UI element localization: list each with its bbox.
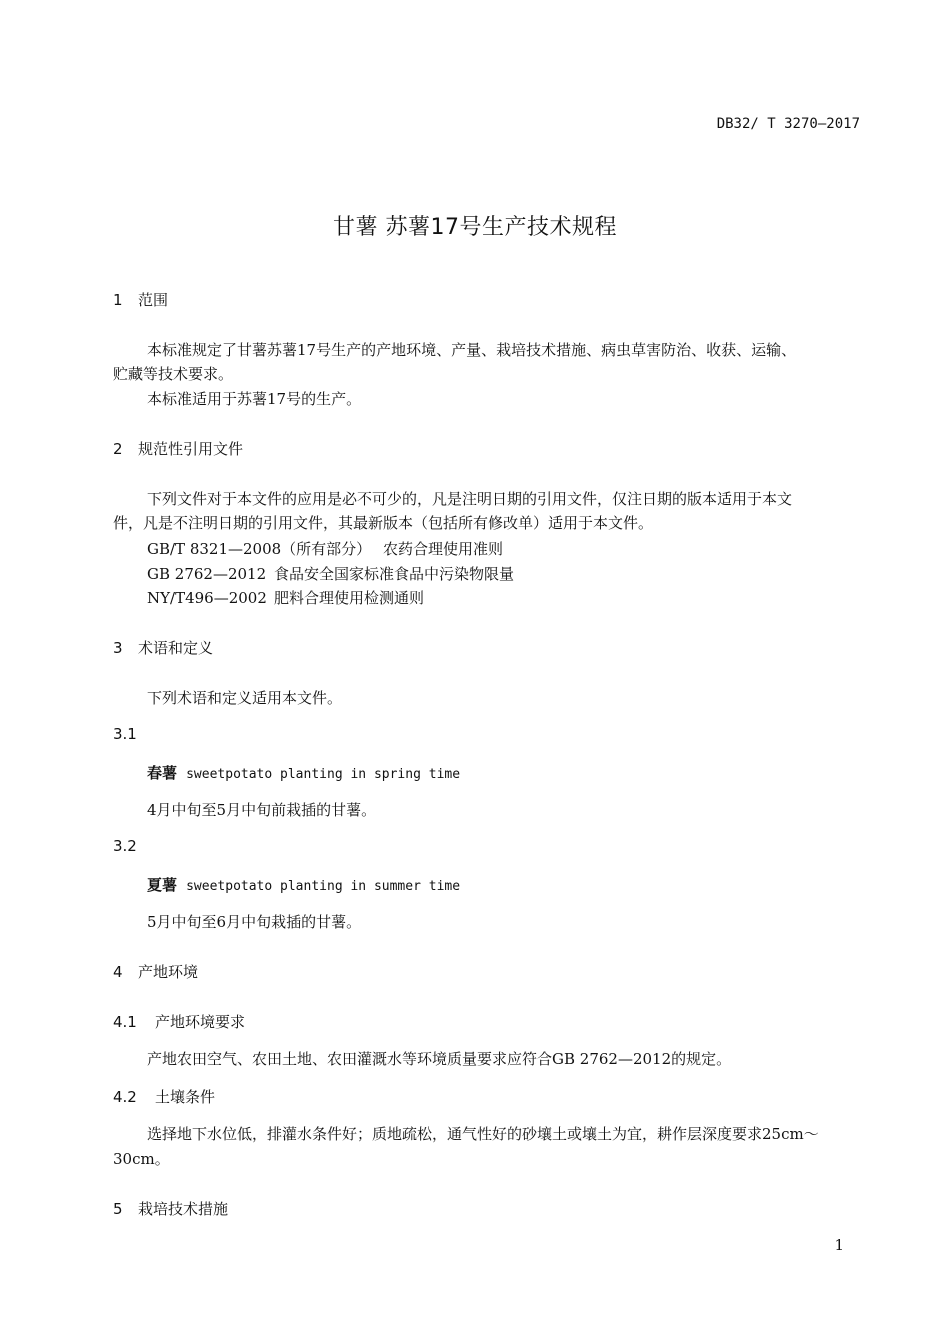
reference-title: 肥料合理使用检测通则: [274, 589, 425, 607]
section-1-para-2: 本标准适用于苏薯17号的生产。: [147, 390, 362, 408]
section-5-heading: [113, 1198, 228, 1219]
section-4-2-title: 土壤条件: [155, 1088, 216, 1106]
term-3-1-number: 3.1: [113, 725, 137, 743]
section-3-heading: [113, 637, 213, 658]
section-3-number: 3: [113, 639, 123, 657]
reference-item: [147, 538, 503, 559]
page-number: 1: [834, 1236, 844, 1254]
section-4-1-heading: [113, 1011, 245, 1032]
section-3-title: 术语和定义: [138, 639, 214, 657]
section-2-heading: [113, 438, 243, 459]
section-4-2-number: 4.2: [113, 1088, 137, 1106]
term-3-1-name: 春薯: [147, 764, 178, 782]
term-3-2-heading: [147, 874, 460, 895]
term-3-1-definition: 4月中旬至5月中旬前栽插的甘薯。: [147, 801, 377, 819]
section-3-intro: 下列术语和定义适用本文件。: [147, 689, 343, 707]
reference-code: GB/T 8321—2008（所有部分）: [147, 540, 372, 558]
section-4-2-line-1: 选择地下水位低，排灌水条件好；质地疏松，通气性好的砂壤土或壤土为宜，耕作层深度要求25cm～: [147, 1125, 819, 1143]
section-2-para-line-2: 件，凡是不注明日期的引用文件，其最新版本（包括所有修改单）适用于本文件。: [113, 514, 654, 532]
section-4-1-text: 产地农田空气、农田土地、农田灌溉水等环境质量要求应符合GB 2762—2012的规定。: [147, 1050, 732, 1068]
term-3-2-english: sweetpotato planting in summer time: [186, 879, 461, 894]
section-4-1-number: 4.1: [113, 1013, 137, 1031]
term-3-1-heading: [147, 762, 460, 783]
section-4-heading: [113, 961, 198, 982]
section-1-title: 范围: [138, 291, 169, 309]
section-1-para-1-line-2: 贮藏等技术要求。: [113, 365, 234, 383]
section-5-title: 栽培技术措施: [138, 1200, 229, 1218]
standard-code: DB32/ T 3270—2017: [716, 116, 860, 132]
section-2-para-line-1: 下列文件对于本文件的应用是必不可少的，凡是注明日期的引用文件，仅注日期的版本适用于本文: [147, 490, 793, 508]
section-4-title: 产地环境: [138, 963, 199, 981]
term-3-2-name: 夏薯: [147, 876, 178, 894]
section-4-number: 4: [113, 963, 123, 981]
document-title: 甘薯 苏薯17号生产技术规程: [333, 215, 617, 240]
reference-item: [147, 563, 514, 584]
section-2-title: 规范性引用文件: [138, 440, 244, 458]
reference-code: NY/T496—2002: [147, 589, 267, 607]
section-4-1-title: 产地环境要求: [155, 1013, 246, 1031]
reference-title: 食品安全国家标准食品中污染物限量: [274, 565, 515, 583]
term-3-2-definition: 5月中旬至6月中旬栽插的甘薯。: [147, 913, 362, 931]
reference-item: [147, 587, 424, 608]
section-2-number: 2: [113, 440, 123, 458]
reference-code: GB 2762—2012: [147, 565, 267, 583]
section-4-2-heading: [113, 1086, 215, 1107]
reference-title: 农药合理使用准则: [383, 540, 504, 558]
section-1-para-1-line-1: 本标准规定了甘薯苏薯17号生产的产地环境、产量、栽培技术措施、病虫草害防治、收获、运输、: [147, 341, 797, 359]
term-3-2-number: 3.2: [113, 837, 137, 855]
section-5-number: 5: [113, 1200, 123, 1218]
section-1-heading: [113, 289, 168, 310]
section-4-2-line-2: 30cm。: [113, 1150, 170, 1168]
term-3-1-english: sweetpotato planting in spring time: [186, 767, 461, 782]
section-1-number: 1: [113, 291, 123, 309]
